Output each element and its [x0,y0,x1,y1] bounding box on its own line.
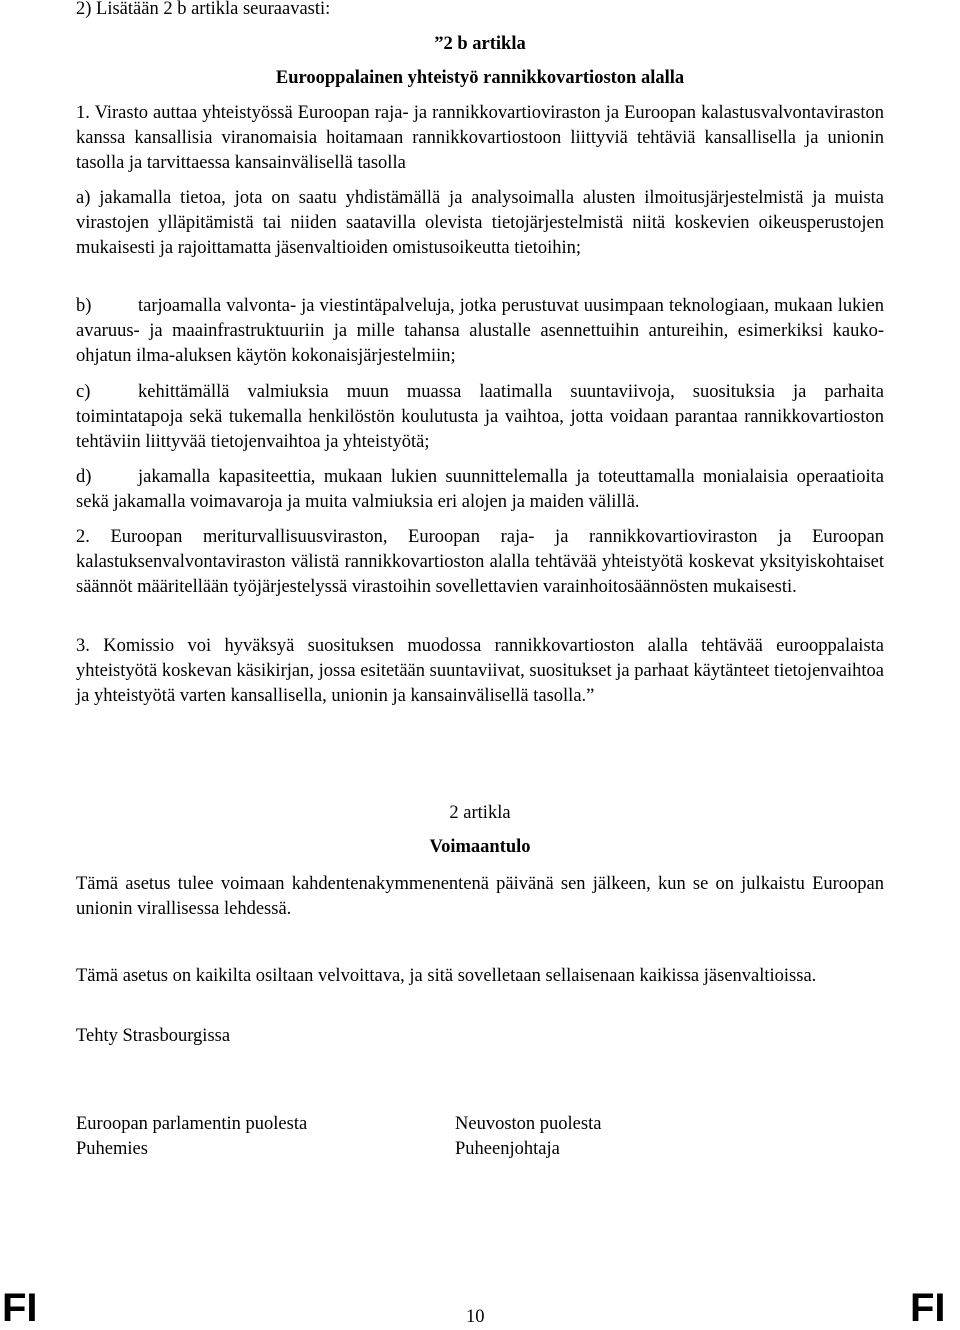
list-item-c-label: c) [76,382,91,402]
article-2b-title: Eurooppalainen yhteistyö rannikkovartioston alalla [275,68,685,88]
list-item-b-text: tarjoamalla valvonta- ja viestintäpalveluja, jotka perustuvat uusimpaan teknologiaan, mukaan lukien avaruus- ja maainfrastruktuuriin ja mille tahansa alustalle asennettuihin antureihin, esimerkiksi kauko-ohjatun ilma-aluksen käytön kokonaisjärjestelmiin; [76,296,884,366]
list-item-a: a) jakamalla tietoa, jota on saatu yhdistämällä ja analysoimalla alusten ilmoitusjärjestelmistä ja muista virastojen ylläpitämistä tai niiden saatavilla olevista tietojärjestelmistä niitä koskevien oikeusperustojen mukaisesti ja rajoittamatta jäsenvaltioiden omistusoikeutta tietoihin; [76,188,884,258]
article-2b-paragraph-1: 1. Virasto auttaa yhteistyössä Euroopan raja- ja rannikkovartioviraston ja Euroopan kalastusvalvontaviraston kanssa kansallisia viranomaisia hoitamaan rannikkovartiostoon liittyviä tehtäviä kansallisella ja unionin tasolla ja tarvittaessa kansainvälisellä tasolla [76,103,884,173]
list-item-c [76,380,884,455]
article-2b-heading: ”2 b artikla [434,34,526,54]
signature-parliament-line1: Euroopan parlamentin puolesta [76,1114,308,1134]
list-item-b [76,294,884,369]
list-item-d-label: d) [76,467,92,487]
footer-language-right: FI [910,1286,946,1330]
signature-council-line2: Puheenjohtaja [455,1139,560,1159]
signature-parliament-line2: Puhemies [76,1139,148,1159]
page-number: 10 [466,1307,485,1327]
article-2-title: Voimaantulo [429,837,531,857]
article-2-heading: 2 artikla [449,803,511,823]
article-2-paragraph-1: Tämä asetus tulee voimaan kahdentenakymmenentenä päivänä sen jälkeen, kun se on julkaistu Euroopan unionin virallisessa lehdessä. [76,874,884,919]
signature-council-line1: Neuvoston puolesta [455,1114,602,1134]
amendment-intro: 2) Lisätään 2 b artikla seuraavasti: [76,0,331,19]
list-item-d-text: jakamalla kapasiteettia, mukaan lukien suunnittelemalla ja toteuttamalla monialaisia operaatioita sekä jakamalla voimavaroja ja muita valmiuksia eri alojen ja maiden välillä. [76,467,884,512]
place-of-signing: Tehty Strasbourgissa [76,1026,231,1046]
article-2-paragraph-2: Tämä asetus on kaikilta osiltaan velvoittava, ja sitä sovelletaan sellaisenaan kaikissa jäsenvaltioissa. [76,966,817,986]
list-item-d [76,465,884,515]
article-2b-paragraph-2: 2. Euroopan meriturvallisuusviraston, Euroopan raja- ja rannikkovartioviraston ja Euroopan kalastuksenvalvontaviraston välistä rannikkovartioston alalla tehtävää yhteistyötä koskevat yksityiskohtaiset säännöt määritellään työjärjestelyssä virastoihin sovellettavien varainhoitosäännösten mukaisesti. [76,527,884,597]
footer-language-left: FI [2,1286,38,1330]
list-item-b-label: b) [76,296,92,316]
article-2b-paragraph-3: 3. Komissio voi hyväksyä suosituksen muodossa rannikkovartioston alalla tehtävää eurooppalaista yhteistyötä koskevan käsikirjan, jossa esitetään suuntaviivat, suositukset ja parhaat käytänteet tietojenvaihtoa ja yhteistyötä varten kansallisella, unionin ja kansainvälisellä tasolla.” [76,636,884,706]
list-item-c-text: kehittämällä valmiuksia muun muassa laatimalla suuntaviivoja, suosituksia ja parhaita toimintatapoja sekä tukemalla henkilöstön koulutusta ja vaihtoa, jotta voidaan parantaa rannikkovartioston tehtäviin liittyvää tietojenvaihtoa ja yhteistyötä; [76,382,884,452]
